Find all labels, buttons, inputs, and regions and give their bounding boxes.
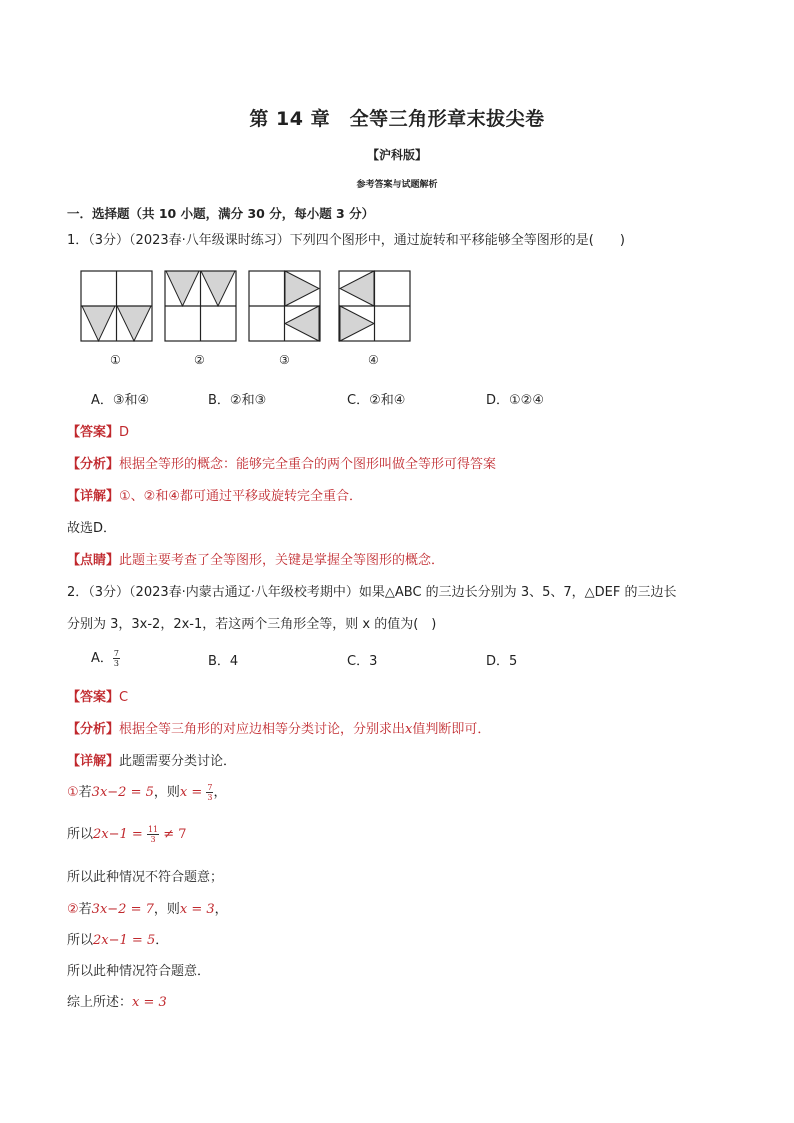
fig2-triangle-right bbox=[201, 271, 235, 306]
q1-stem: 1．（3分）（2023春·八年级课时练习）下列四个图形中，通过旋转和平移能够全等图形的是( ) bbox=[67, 233, 625, 248]
q2-not-ok: 所以此种情况不符合题意； bbox=[67, 870, 224, 885]
q1-detail: 【详解】①、②和④都可通过平移或旋转完全重合． bbox=[67, 489, 362, 504]
fig2-label: ② bbox=[194, 353, 205, 367]
answer-value: D bbox=[119, 425, 130, 440]
fig1-label: ① bbox=[110, 353, 121, 367]
q1-option-a: A．③和④ bbox=[91, 393, 150, 408]
q1-figures bbox=[78, 268, 418, 348]
q2-ok: 所以此种情况符合题意． bbox=[67, 964, 211, 979]
fig1-triangle-left bbox=[82, 306, 115, 341]
fig4-triangle-top bbox=[340, 271, 374, 306]
q2-detail: 【详解】此题需要分类讨论． bbox=[67, 754, 237, 769]
q1-choose: 故选D． bbox=[67, 521, 117, 536]
q2-option-d: D．5 bbox=[486, 654, 518, 669]
q2-analysis: 【分析】根据全等三角形的对应边相等分类讨论，分别求出x值判断即可． bbox=[67, 722, 491, 737]
q1-option-c: C．②和④ bbox=[347, 393, 406, 408]
q1-option-d: D．①②④ bbox=[486, 393, 544, 408]
q2-option-b: B．4 bbox=[208, 654, 239, 669]
q2-option-c: C．3 bbox=[347, 654, 378, 669]
q2-stem-line2: 分别为 3，3x-2，2x-1，若这两个三角形全等，则 x 的值为( ) bbox=[67, 617, 437, 632]
section-heading: 一．选择题（共 10 小题，满分 30 分，每小题 3 分） bbox=[67, 206, 375, 221]
q1-answer bbox=[67, 421, 129, 440]
fig4-triangle-bottom bbox=[340, 306, 374, 341]
q1-option-b: B．②和③ bbox=[208, 393, 267, 408]
edition-label: 【沪科版】 bbox=[366, 148, 427, 162]
fig3-label: ③ bbox=[279, 353, 290, 367]
fig2-triangle-left bbox=[166, 271, 199, 306]
q1-comment: 【点睛】此题主要考查了全等图形，关键是掌握全等图形的概念． bbox=[67, 553, 445, 568]
q2-summary: 综上所述：x = 3 bbox=[67, 995, 167, 1010]
q2-case2: ②若3x−2 = 7，则x = 3， bbox=[67, 902, 228, 917]
page-title: 第 14 章 全等三角形章末拔尖卷 bbox=[249, 108, 545, 130]
page-subtitle: 参考答案与试题解析 bbox=[356, 180, 438, 190]
q2-stem-line1: 2．（3分）（2023春·内蒙古通辽·八年级校考期中）如果△ABC 的三边长分别为 3、5、7，△DEF 的三边长 bbox=[67, 585, 677, 600]
answer-tag: 【答案】 bbox=[67, 425, 120, 440]
q2-option-a: A． $\frac{7}{3}$ bbox=[91, 649, 119, 668]
fig4-label: ④ bbox=[368, 353, 379, 367]
fig3-triangle-top bbox=[285, 271, 319, 306]
q2-answer: 【答案】C bbox=[67, 690, 129, 705]
q2-so2: 所以2x−1 = 5． bbox=[67, 933, 169, 948]
fig1-triangle-right bbox=[117, 306, 151, 341]
q2-so1: 所以2x−1 = $\frac{11}{3}$ ≠ 7 bbox=[67, 825, 187, 844]
q2-case1: ①若3x−2 = 5，则x = $\frac{7}{3}$ ， bbox=[67, 783, 227, 802]
fig3-triangle-bottom bbox=[285, 306, 319, 341]
q1-analysis: 【分析】根据全等形的概念：能够完全重合的两个图形叫做全等形可得答案 bbox=[67, 457, 497, 472]
